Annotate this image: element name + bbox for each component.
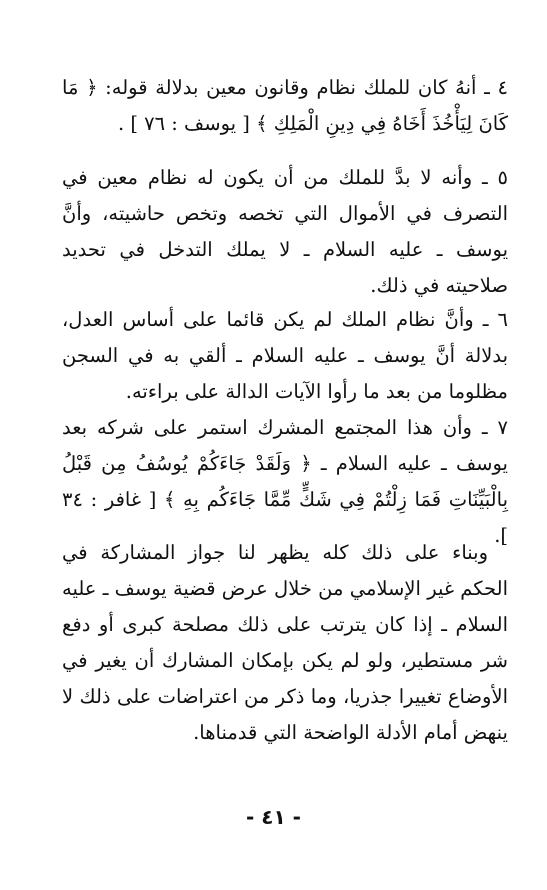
paragraph-conclusion xyxy=(62,535,508,751)
paragraph-text: ٤ ـ أنهُ كان للملك نظام وقانون معين بدلالة قوله: ﴿ مَا كَانَ لِيَأْخُذَ أَخَاهُ فِي دِينِ الْمَلِكِ ﴾ [ يوسف : ٧٦ ] . xyxy=(62,76,508,135)
paragraph-text: ٦ ـ وأنَّ نظام الملك لم يكن قائما على أساس العدل، بدلالة أنَّ يوسف ـ عليه السلام ـ ألقي به في السجن مظلوما من بعد ما رأوا الآيات الدالة على براءته. xyxy=(62,308,508,403)
paragraph-point-5 xyxy=(62,160,508,304)
paragraph-point-7 xyxy=(62,410,508,554)
paragraph-point-6 xyxy=(62,302,508,410)
paragraph-text: ٥ ـ وأنه لا بدَّ للملك من أن يكون له نظام معين في التصرف في الأموال التي تخصه وتخص حاشيته، وأنَّ يوسف ـ عليه السلام ـ لا يملك التدخل في تحديد صلاحيته في ذلك. xyxy=(62,166,508,297)
paragraph-point-4 xyxy=(62,70,508,142)
paragraph-text: ٧ ـ وأن هذا المجتمع المشرك استمر على شركه بعد يوسف ـ عليه السلام ـ ﴿ وَلَقَدْ جَاءَكُمْ يُوسُفُ مِن قَبْلُ بِالْبَيِّنَاتِ فَمَا زِلْتُمْ فِي شَكٍّ مِّمَّا جَاءَكُم بِهِ ﴾ [ غافر : ٣٤ ]. xyxy=(62,416,508,547)
paragraph-text: وبناء على ذلك كله يظهر لنا جواز المشاركة في الحكم غير الإسلامي من خلال عرض قضية يوسف ـ عليه السلام ـ إذا كان يترتب على ذلك مصلحة كبرى أو دفع شر مستطير، ولو لم يكن بإمكان المشارك أن يغير في الأوضاع تغييرا جذريا، وما ذكر من اعتراضات على ذلك لا ينهض أمام الأدلة الواضحة التي قدمناها. xyxy=(62,541,508,744)
page-number: - ٤١ - xyxy=(246,805,301,829)
